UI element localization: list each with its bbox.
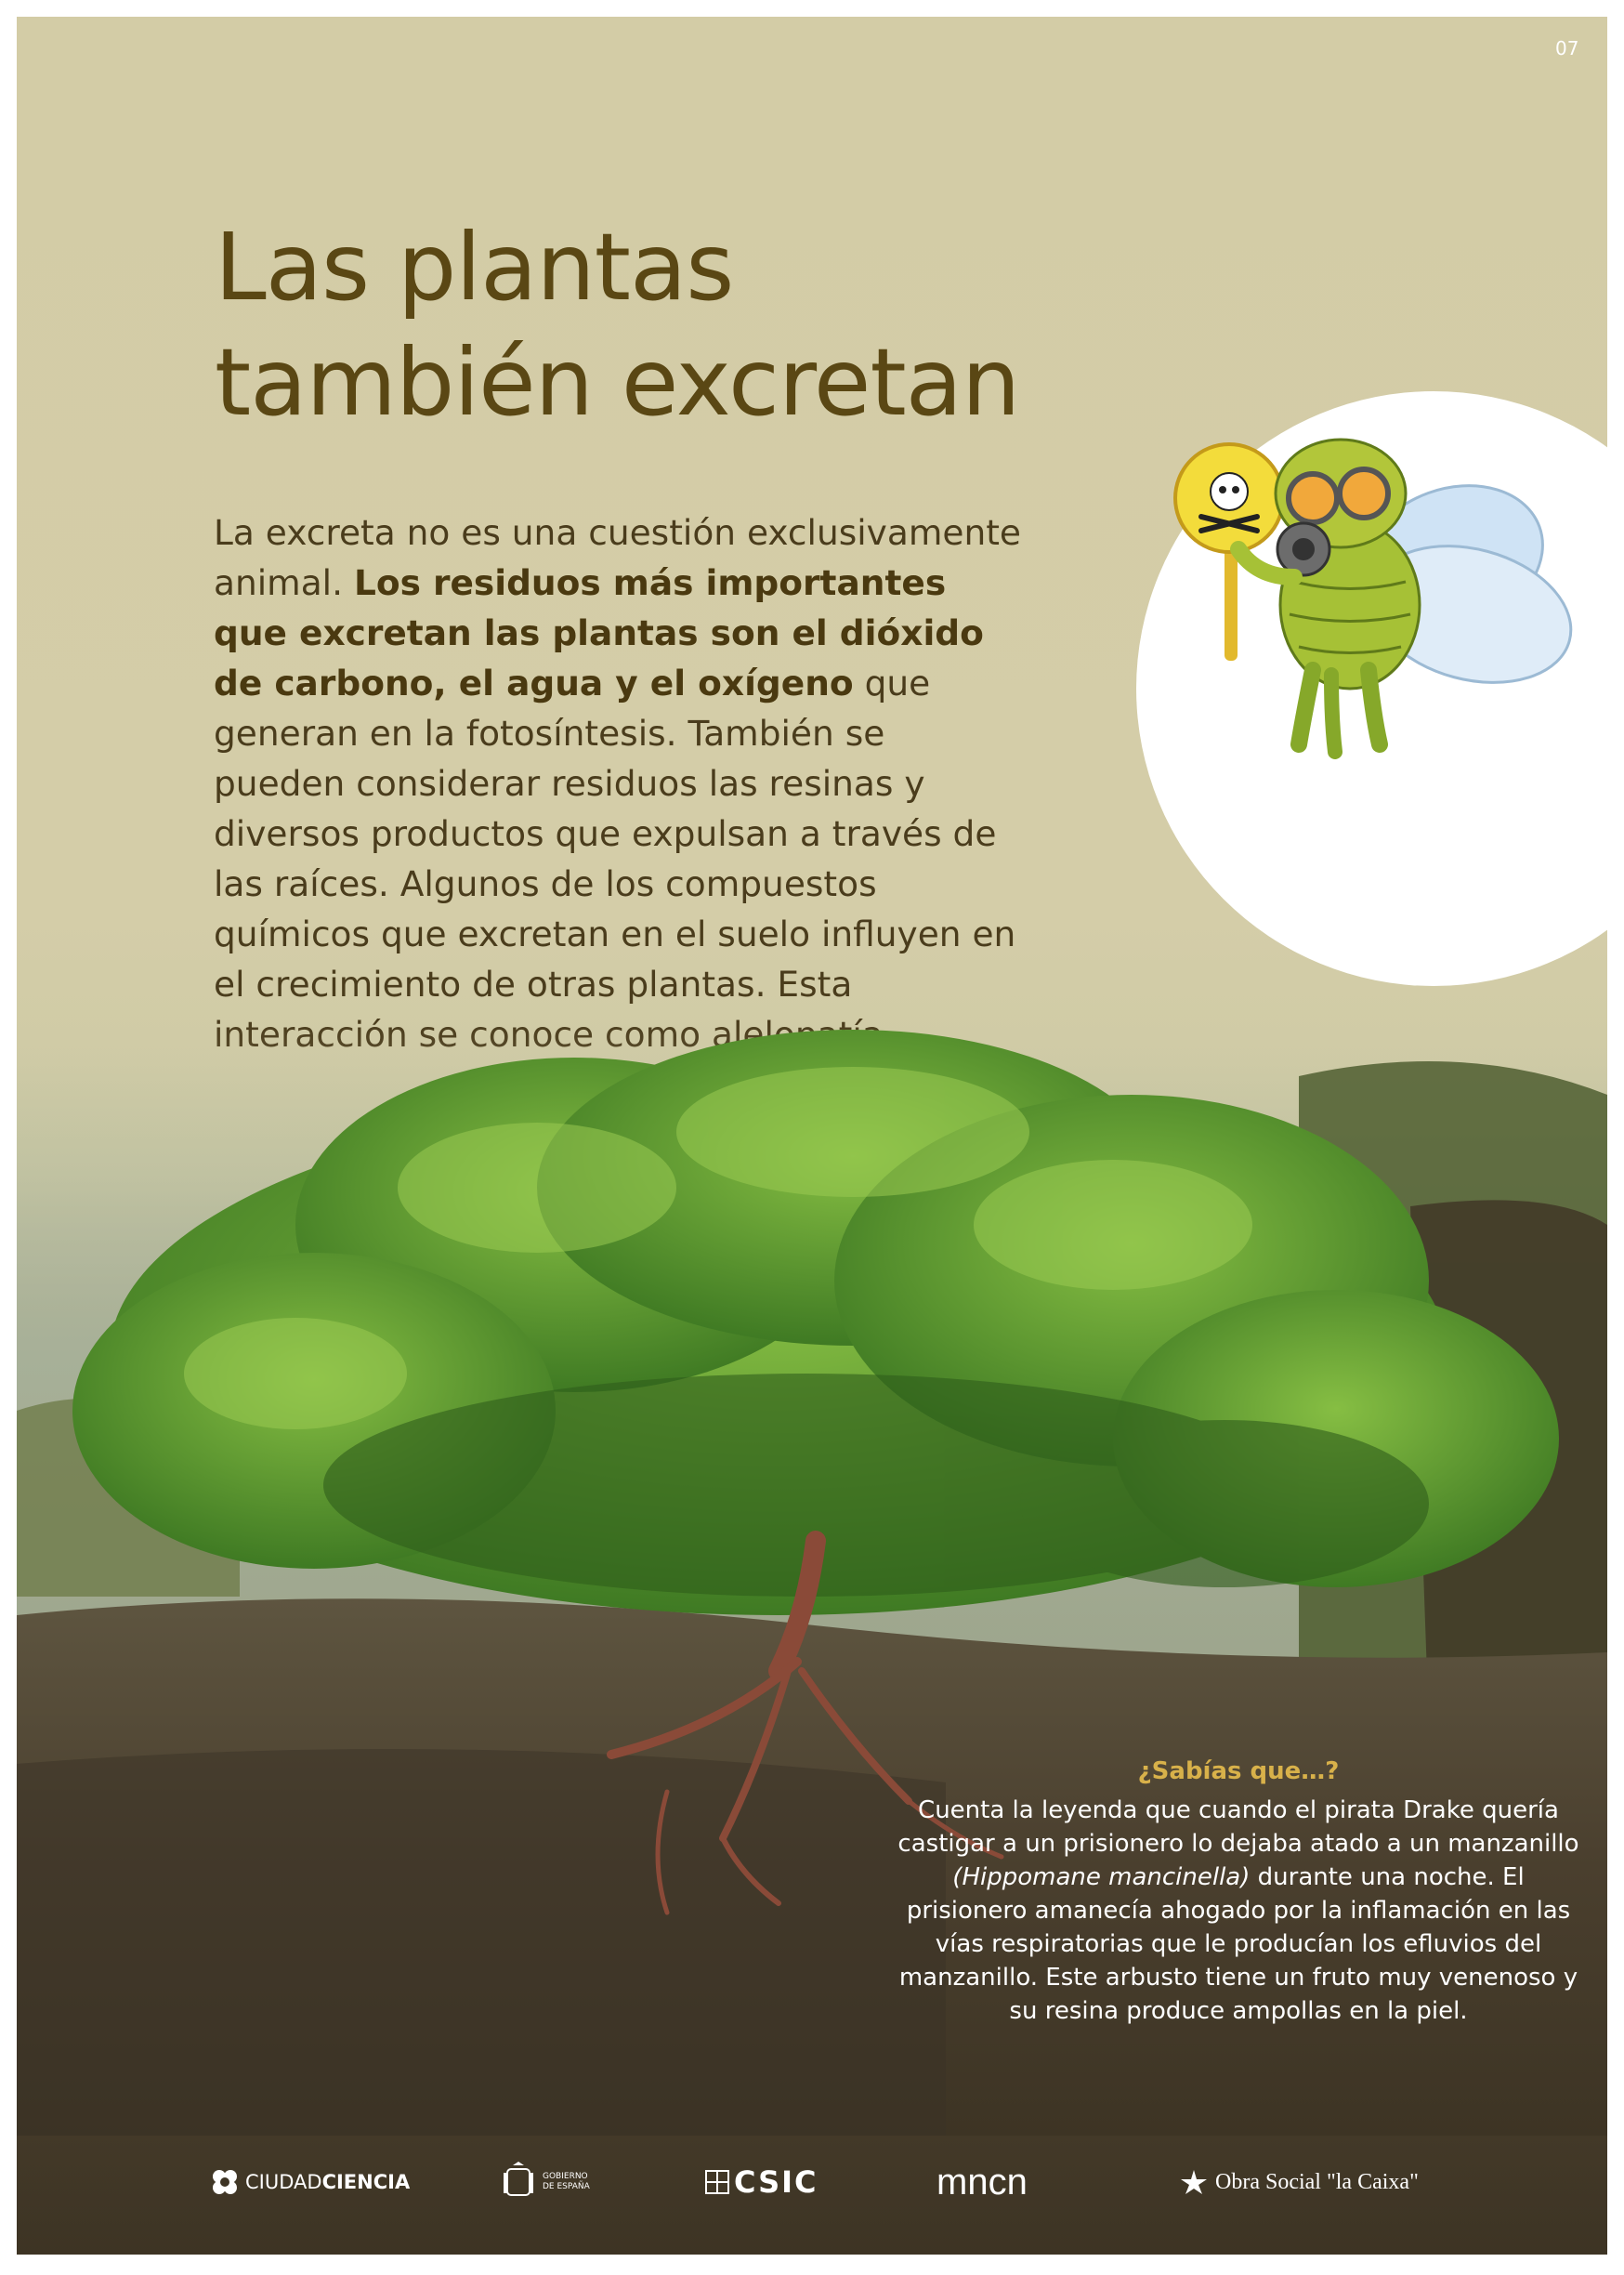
intro-text-2: que generan en la fotosíntesis. También se pueden considerar residuos las resinas y diversos productos que expulsan a través de las raíces. Algunos de los compuestos químicos que excretan en el suelo influyen en el crecimiento de otras plantas. Esta (214, 663, 1016, 1005)
coat-of-arms-icon (500, 2162, 537, 2203)
gobierno-logo (500, 2154, 590, 2210)
gobierno-text-b: DE ESPAÑA (543, 2182, 590, 2191)
csic-logo (704, 2154, 819, 2210)
intro-text-1: La excreta no es una cuestión exclusivamente animal. (214, 512, 1021, 603)
fly-with-gas-mask-icon (1136, 391, 1607, 986)
title-line-1: Las plantas (215, 213, 734, 322)
page-number: 07 (1555, 37, 1579, 59)
star-icon (1178, 2168, 1210, 2196)
ciudadciencia-logo (210, 2154, 410, 2210)
did-you-know-box (895, 1755, 1582, 2028)
did-you-know-text (895, 1794, 1582, 2028)
intro-paragraph (214, 507, 1022, 1059)
fact-text-2: durante una noche. El prisionero amanecía ahogado por la inflamación en las vías respiratorias que le producían los efluvios del manzanillo. Este arbusto tiene un fruto muy venenoso y su resina produce ampollas en la piel. (898, 1863, 1578, 2025)
sponsor-logos (17, 2154, 1607, 2210)
did-you-know-heading: ¿Sabías que…? (1137, 1757, 1340, 1785)
title-line-2: también excretan (215, 328, 1020, 437)
gobierno-text-a: GOBIERNO (543, 2172, 588, 2181)
obra-social-logo (1178, 2154, 1419, 2210)
intro-bold-text: Los residuos más importantes que excretan las plantas son el dióxido de carbono, el agua y el oxígeno (214, 562, 984, 704)
mascot-circle (1136, 391, 1607, 986)
species-name: (Hippomane mancinella) (952, 1863, 1251, 1891)
ciudadciencia-icon (210, 2167, 240, 2197)
page-title (215, 210, 1019, 441)
fact-text-1: Cuenta la leyenda que cuando el pirata Drake quería castigar a un prisionero lo dejaba atado a un manzanillo (897, 1796, 1579, 1858)
ciudadciencia-text-a: CIUDAD (245, 2171, 322, 2193)
csic-emblem-icon (704, 2169, 730, 2195)
mncn-logo (936, 2154, 1028, 2210)
poster-page (17, 17, 1607, 2255)
obra-social-text: Obra Social "la Caixa" (1215, 2169, 1419, 2194)
mncn-text: mncn (936, 2161, 1028, 2203)
csic-text: CSIC (734, 2164, 819, 2200)
ciudadciencia-text-b: CIENCIA (321, 2171, 411, 2193)
